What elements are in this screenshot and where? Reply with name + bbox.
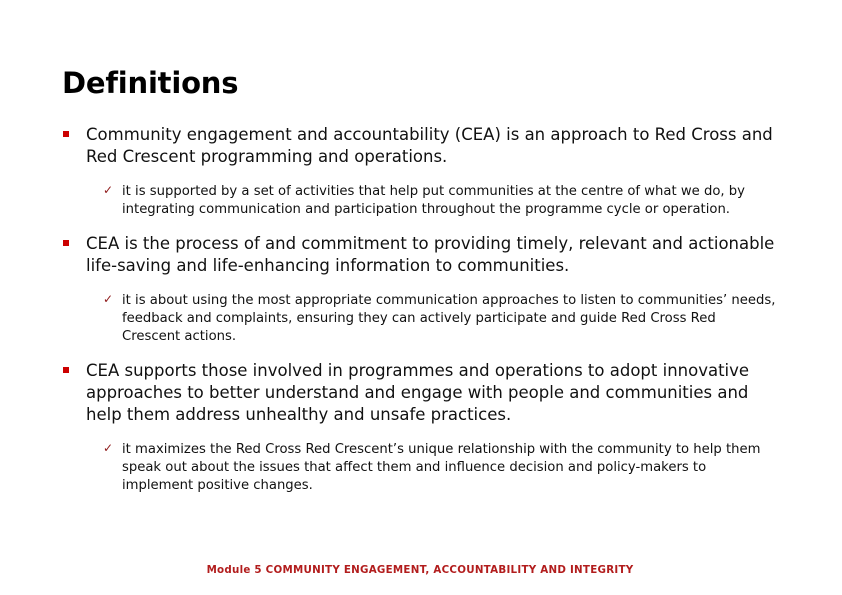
sub-bullet-text: it maximizes the Red Cross Red Crescent’s unique relationship with the community to help them speak out about the issues that affect them and influence decision and policy-makers to implement positive changes. bbox=[122, 441, 761, 494]
square-bullet-icon bbox=[63, 367, 69, 373]
bullet-text: CEA supports those involved in programmes and operations to adopt innovative approaches to better understand and engage with people and communities and help them address unhealthy and unsafe practices. bbox=[86, 361, 750, 425]
list-item bbox=[103, 441, 778, 495]
square-bullet-icon bbox=[63, 240, 69, 246]
sub-bullet-text: it is about using the most appropriate communication approaches to listen to communities’ needs, feedback and complaints, ensuring they can actively participate and guide Red Cross Red Crescent actions. bbox=[122, 292, 776, 345]
sub-bullet-text: it is supported by a set of activities that help put communities at the centre of what we do, by integrating communication and participation throughout the programme cycle or operation. bbox=[122, 183, 745, 217]
footer-text: Module 5 COMMUNITY ENGAGEMENT, ACCOUNTABILITY AND INTEGRITY bbox=[206, 564, 634, 576]
list-item bbox=[103, 183, 778, 219]
sub-bullet-list bbox=[62, 292, 778, 346]
sub-bullet-list bbox=[62, 183, 778, 219]
bullet-text: CEA is the process of and commitment to providing timely, relevant and actionable life-saving and life-enhancing information to communities. bbox=[86, 234, 775, 275]
list-item bbox=[103, 292, 778, 346]
slide-footer bbox=[0, 564, 842, 576]
list-item bbox=[62, 233, 778, 277]
slide-body bbox=[62, 124, 778, 509]
square-bullet-icon bbox=[63, 131, 69, 137]
list-item bbox=[62, 124, 778, 168]
check-icon: ✓ bbox=[103, 182, 114, 197]
check-icon: ✓ bbox=[103, 291, 114, 306]
check-icon: ✓ bbox=[103, 440, 114, 455]
sub-bullet-list bbox=[62, 441, 778, 495]
page-title: Definitions bbox=[62, 66, 239, 100]
list-item bbox=[62, 360, 778, 426]
bullet-text: Community engagement and accountability (CEA) is an approach to Red Cross and Red Crescent programming and operations. bbox=[86, 125, 773, 166]
